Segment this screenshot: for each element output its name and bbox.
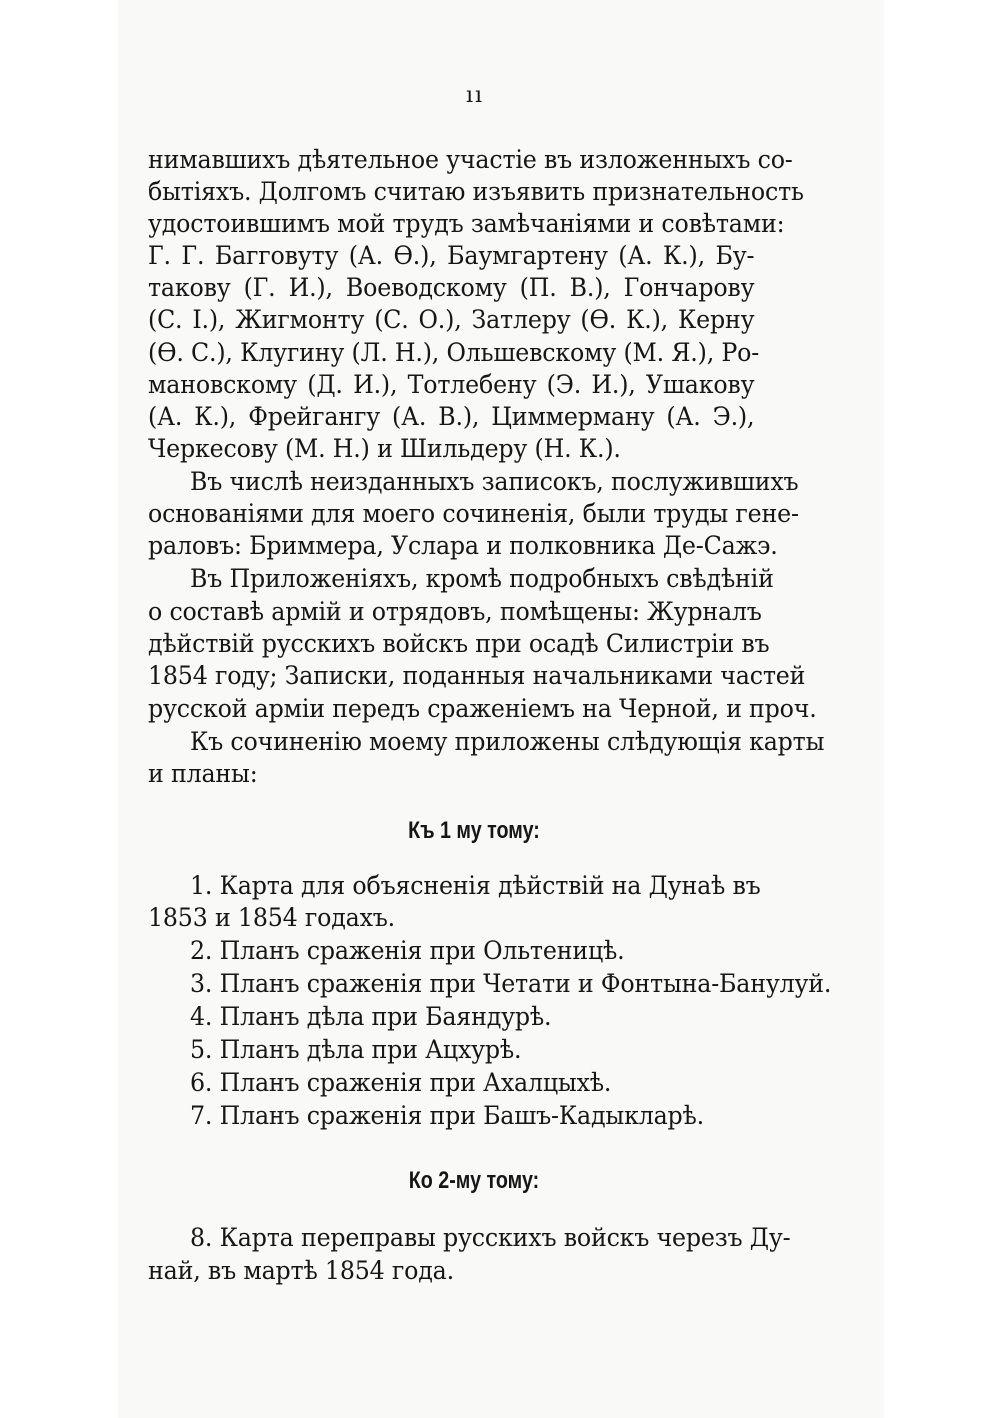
text-line: основаніями для моего сочиненія, были труды гене- — [148, 499, 799, 529]
text-line: мановскому (Д. И.), Тотлебену (Э. И.), Ушакову — [148, 370, 755, 400]
list-item: 5. Планъ дѣла при Ацхурѣ. — [190, 1035, 522, 1065]
text-line: и планы: — [148, 759, 258, 789]
list-item: най, въ мартѣ 1854 года. — [148, 1256, 454, 1286]
list-item: 2. Планъ сраженія при Ольтеницѣ. — [190, 936, 625, 966]
list-item: 7. Планъ сраженія при Башъ-Кадыкларѣ. — [190, 1101, 705, 1131]
text-line: (А. К.), Фрейгангу (А. В.), Циммерману (А. Э.), — [148, 402, 755, 432]
text-line: удостоившимъ мой трудъ замѣчаніями и совѣтами: — [148, 209, 785, 239]
text-line: Въ числѣ неизданныхъ записокъ, послужившихъ — [190, 467, 799, 497]
list-item: 1853 и 1854 годахъ. — [148, 903, 396, 933]
list-item: 3. Планъ сраженія при Четати и Фонтына-Банулуй. — [190, 969, 832, 999]
text-line: (С. І.), Жигмонту (С. О.), Затлеру (Ѳ. К.), Керну — [148, 305, 755, 335]
text-line: бытіяхъ. Долгомъ считаю изъявить признательность — [148, 177, 804, 207]
list-item: 6. Планъ сраженія при Ахалцыхѣ. — [190, 1068, 612, 1098]
text-line: (Ѳ. С.), Клугину (Л. Н.), Ольшевскому (М. Я.), Ро- — [148, 338, 760, 368]
text-line: 1854 году; Записки, поданныя начальниками частей — [148, 661, 806, 691]
text-line: Въ Приложеніяхъ, кромѣ подробныхъ свѣдѣній — [190, 564, 774, 594]
text-line: дѣйствій русскихъ войскъ при осадѣ Силистріи въ — [148, 629, 770, 659]
volume-2-heading: Ко 2-му тому: — [408, 1167, 540, 1194]
text-line: такову (Г. И.), Воеводскому (П. В.), Гончарову — [148, 273, 755, 303]
text-line: Къ сочиненію моему приложены слѣдующія карты — [190, 727, 825, 757]
volume-1-heading: Къ 1 му тому: — [408, 817, 540, 844]
page-number: ıı — [466, 83, 485, 108]
text-line: Г. Г. Багговуту (А. Ѳ.), Баумгартену (А. К.), Бу- — [148, 241, 755, 271]
text-line: о составѣ армій и отрядовъ, помѣщены: Журналъ — [148, 597, 762, 627]
list-item: 8. Карта переправы русскихъ войскъ черезъ Ду- — [190, 1223, 791, 1253]
text-line: раловъ: Бриммера, Услара и полковника Де-Сажэ. — [148, 531, 778, 561]
text-line: Черкесову (М. Н.) и Шильдеру (Н. К.). — [148, 434, 621, 464]
text-line: русской арміи передъ сраженіемъ на Черной, и проч. — [148, 694, 817, 724]
list-item: 1. Карта для объясненія дѣйствій на Дунаѣ въ — [190, 871, 761, 901]
text-line: нимавшихъ дѣятельное участіе въ изложенныхъ со- — [148, 145, 793, 175]
list-item: 4. Планъ дѣла при Баяндурѣ. — [190, 1002, 552, 1032]
